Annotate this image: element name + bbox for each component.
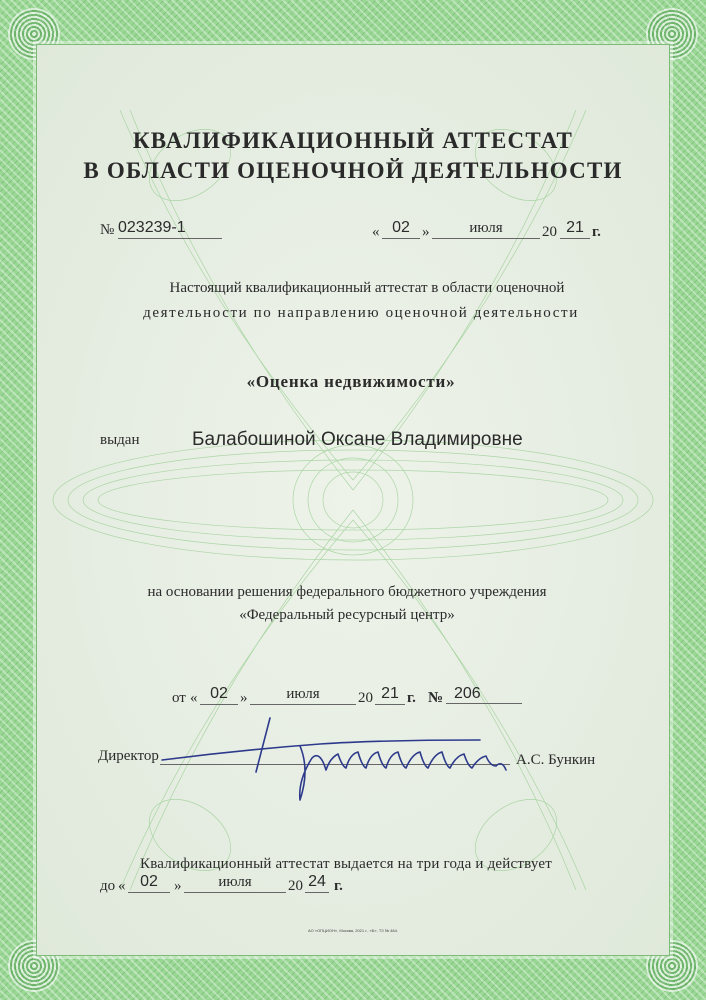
issue-year: 21: [560, 218, 590, 239]
year-unit: г.: [407, 690, 416, 706]
decision-year: 21: [375, 684, 405, 705]
quote-open: «: [372, 224, 380, 240]
quote-close: »: [240, 690, 248, 706]
basis-line2: «Федеральный ресурсный центр»: [239, 607, 455, 623]
quote-close: »: [422, 224, 430, 240]
year-prefix: 20: [288, 878, 303, 894]
issue-day: 02: [382, 218, 420, 239]
valuation-direction: «Оценка недвижимости»: [246, 372, 456, 391]
year-unit: г.: [334, 878, 343, 894]
director-name: А.С. Бункин: [516, 752, 596, 768]
issue-month: июля: [432, 218, 540, 239]
director-label: Директор: [98, 748, 159, 764]
expiry-month: июля: [184, 872, 286, 893]
holder-name: Балабошиной Оксане Владимировне: [192, 429, 523, 450]
number-label: №: [100, 222, 115, 238]
intro-line1: Настоящий квалификационный аттестат в области оценочной: [169, 280, 565, 296]
quote-open: «: [190, 690, 198, 706]
year-unit: г.: [592, 224, 601, 240]
basis-line1: на основании решения федерального бюджетного учреждения: [147, 584, 547, 600]
decision-number-label: №: [428, 690, 444, 706]
validity-line1: Квалификационный аттестат выдается на три года и действует: [140, 856, 552, 872]
issued-label: выдан: [100, 432, 140, 448]
expiry-year: 24: [305, 872, 329, 893]
intro-line2: деятельности по направлению оценочной деятельности: [143, 305, 579, 321]
decision-number: 206: [446, 684, 522, 704]
quote-close: »: [174, 878, 182, 894]
expiry-day: 02: [128, 872, 170, 893]
printer-imprint: АО «ОПЦИОН», Москва, 2021 г., «Б», ТЗ № 484.: [308, 928, 398, 933]
certificate-title-line2: В ОБЛАСТИ ОЦЕНОЧНОЙ ДЕЯТЕЛЬНОСТИ: [83, 158, 623, 183]
decision-day: 02: [200, 684, 238, 705]
until-label: до: [100, 878, 116, 894]
handwritten-signature: [150, 710, 530, 810]
from-label: от: [172, 690, 186, 706]
year-prefix: 20: [358, 690, 373, 706]
year-prefix: 20: [542, 224, 557, 240]
decision-month: июля: [250, 684, 356, 705]
certificate-number: 023239-1: [118, 218, 222, 239]
quote-open: «: [118, 878, 126, 894]
certificate-title-line1: КВАЛИФИКАЦИОННЫЙ АТТЕСТАТ: [132, 128, 574, 153]
